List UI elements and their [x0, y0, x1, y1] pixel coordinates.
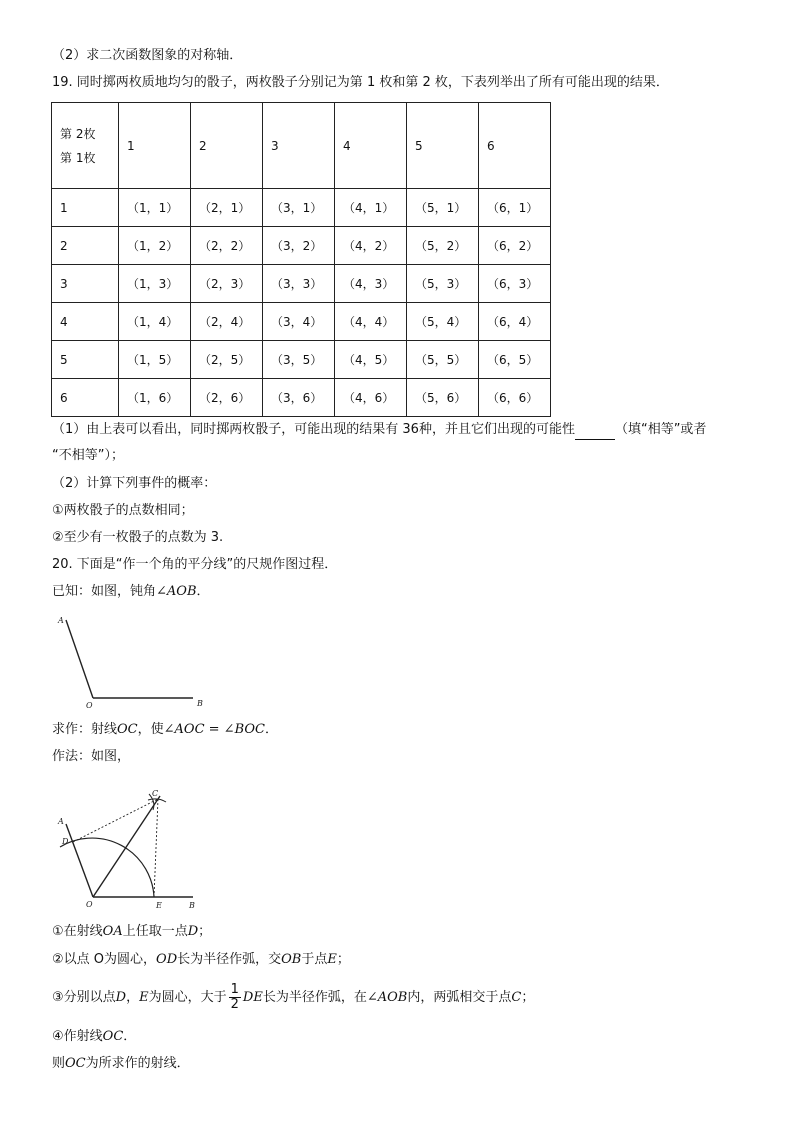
- q19-part1-line2: “不相等”）；: [52, 448, 124, 463]
- conclusion-text: 则: [52, 1056, 66, 1071]
- step3-segment: DE: [242, 990, 263, 1005]
- fraction-one-half: [229, 983, 241, 1012]
- fig1-label-a: A: [58, 616, 64, 625]
- fig1-label-b: B: [197, 699, 203, 708]
- table-cell: （1，4）: [119, 303, 191, 341]
- q19-stem: 19. 同时掷两枚质地均匀的骰子，两枚骰子分别记为第 1 枚和第 2 枚，下表列举出了所有可能出现的结果．: [52, 75, 669, 90]
- table-cell: （4，3）: [335, 265, 407, 303]
- dotted-dc: [73, 799, 158, 842]
- fig1-label-o: O: [86, 701, 93, 710]
- step3-text: ，: [126, 990, 140, 1005]
- q20-step3: [52, 982, 534, 1014]
- table-cell: （4，2）: [335, 227, 407, 265]
- step3-angle: ∠AOB: [366, 990, 408, 1005]
- table-cell: （4，5）: [335, 341, 407, 379]
- obtuse-angle-figure: [50, 612, 220, 712]
- step3-text: 内，两弧相交于点: [407, 990, 512, 1005]
- step2-text: ②以点 O为圆心，: [52, 952, 157, 967]
- step4-ray: OC: [102, 1029, 124, 1044]
- table-row: [52, 341, 551, 379]
- table-row: [52, 265, 551, 303]
- table-cell: （3，6）: [263, 379, 335, 417]
- dice-outcome-table: [51, 102, 551, 417]
- table-cell: （4，1）: [335, 189, 407, 227]
- q19-part2: （2）计算下列事件的概率：: [52, 476, 217, 491]
- req-prefix: 求作：射线: [52, 722, 118, 737]
- given-angle: ∠AOB: [156, 584, 197, 599]
- table-header-row: [52, 103, 551, 189]
- step2-text: 长为半径作弧，交: [177, 952, 282, 967]
- step1-ray: OA: [102, 924, 123, 939]
- table-cell: （2，1）: [191, 189, 263, 227]
- row-label: 1: [52, 189, 119, 227]
- table-cell: （5，5）: [407, 341, 479, 379]
- conclusion-text: 为所求作的射线．: [85, 1056, 190, 1071]
- ray-oa: [66, 824, 93, 897]
- ray-oa: [66, 620, 93, 698]
- table-cell: （3，5）: [263, 341, 335, 379]
- table-row: [52, 303, 551, 341]
- q19-part1-text: （1）由上表可以看出，同时掷两枚骰子，可能出现的结果有 36种，并且它们出现的可能性: [52, 422, 575, 437]
- step1-point: D: [187, 924, 199, 939]
- step3-text: ③分别以点: [52, 990, 116, 1005]
- corner-bottom-label: 第 1枚: [60, 150, 96, 165]
- q20-method: 作法：如图，: [52, 749, 131, 764]
- corner-top-label: 第 2枚: [60, 126, 96, 141]
- table-cell: （5，1）: [407, 189, 479, 227]
- step1-text: 上任取一点: [122, 924, 188, 939]
- table-cell: （6，1）: [479, 189, 551, 227]
- table-cell: （1，5）: [119, 341, 191, 379]
- req-suffix: ．: [264, 722, 278, 737]
- table-cell: （6，4）: [479, 303, 551, 341]
- answer-blank: [575, 425, 615, 440]
- table-cell: （6，3）: [479, 265, 551, 303]
- table-row: [52, 379, 551, 417]
- q20-given: [52, 582, 210, 602]
- q19-part1-line1: [52, 420, 706, 440]
- table-cell: （6，2）: [479, 227, 551, 265]
- fig2-label-a: A: [58, 817, 64, 826]
- table-cell: （2，4）: [191, 303, 263, 341]
- table-cell: （4，4）: [335, 303, 407, 341]
- table-cell: （5，3）: [407, 265, 479, 303]
- table-row: [52, 189, 551, 227]
- req-mid: ，使: [137, 722, 164, 737]
- given-prefix: 已知：如图，钝角: [52, 584, 157, 599]
- col-header: 4: [335, 103, 407, 189]
- step3-point-e: E: [139, 990, 149, 1005]
- q19-part1-hint: （填“相等”或者: [614, 422, 707, 437]
- q19-event2: ②至少有一枚骰子的点数为 3.: [52, 530, 224, 545]
- table-cell: （1，2）: [119, 227, 191, 265]
- row-label: 2: [52, 227, 119, 265]
- table-cell: （4，6）: [335, 379, 407, 417]
- table-cell: （2，3）: [191, 265, 263, 303]
- dotted-ec: [154, 799, 158, 897]
- ray-oc: [93, 796, 160, 897]
- table-cell: （2，2）: [191, 227, 263, 265]
- conclusion-ray: OC: [65, 1056, 86, 1071]
- col-header: 5: [407, 103, 479, 189]
- step3-text: ；: [521, 990, 535, 1005]
- table-corner-cell: [52, 103, 119, 189]
- fraction-denominator: 2: [230, 997, 239, 1012]
- table-cell: （6，6）: [479, 379, 551, 417]
- table-cell: （5，4）: [407, 303, 479, 341]
- step2-text: ；: [336, 952, 350, 967]
- col-header: 3: [263, 103, 335, 189]
- row-label: 5: [52, 341, 119, 379]
- bisector-construction-figure: [50, 780, 220, 915]
- table-cell: （2，5）: [191, 341, 263, 379]
- q20-step2: [52, 950, 350, 970]
- step2-ray: OB: [281, 952, 302, 967]
- step3-point-c: C: [511, 990, 522, 1005]
- table-cell: （1，6）: [119, 379, 191, 417]
- step2-text: 于点: [301, 952, 328, 967]
- table-cell: （1，3）: [119, 265, 191, 303]
- step3-text: 长为半径作弧，在: [262, 990, 367, 1005]
- given-suffix: ．: [196, 584, 210, 599]
- row-label: 4: [52, 303, 119, 341]
- q20-step1: [52, 922, 211, 942]
- q18-part2: （2）求二次函数图象的对称轴．: [52, 48, 243, 63]
- fig2-label-d: D: [62, 837, 69, 846]
- table-cell: （3，1）: [263, 189, 335, 227]
- fig2-label-e: E: [156, 901, 162, 910]
- q20-stem: 20. 下面是“作一个角的平分线”的尺规作图过程．: [52, 557, 338, 572]
- fraction-numerator: 1: [230, 982, 239, 997]
- table-cell: （5，6）: [407, 379, 479, 417]
- q20-step4: [52, 1027, 136, 1047]
- q19-event1: ①两枚骰子的点数相同；: [52, 503, 194, 518]
- row-label: 3: [52, 265, 119, 303]
- fig2-label-o: O: [86, 900, 93, 909]
- table-cell: （3，4）: [263, 303, 335, 341]
- step2-radius: OD: [156, 952, 178, 967]
- step4-text: ．: [123, 1029, 137, 1044]
- table-cell: （3，3）: [263, 265, 335, 303]
- step2-point: E: [327, 952, 337, 967]
- step4-text: ④作射线: [52, 1029, 103, 1044]
- table-cell: （6，5）: [479, 341, 551, 379]
- col-header: 1: [119, 103, 191, 189]
- step3-text: 为圆心，大于: [148, 990, 227, 1005]
- col-header: 6: [479, 103, 551, 189]
- table-row: [52, 227, 551, 265]
- step3-point-d: D: [115, 990, 127, 1005]
- table-cell: （2，6）: [191, 379, 263, 417]
- req-equation: ∠AOC = ∠BOC: [163, 722, 265, 737]
- col-header: 2: [191, 103, 263, 189]
- fig2-label-c: C: [152, 789, 159, 798]
- q20-conclusion: [52, 1054, 190, 1074]
- step1-text: ①在射线: [52, 924, 103, 939]
- q20-requirement: [52, 720, 278, 740]
- table-cell: （3，2）: [263, 227, 335, 265]
- step1-text: ；: [198, 924, 212, 939]
- table-cell: （1，1）: [119, 189, 191, 227]
- table-cell: （5，2）: [407, 227, 479, 265]
- fig2-label-b: B: [189, 901, 195, 910]
- row-label: 6: [52, 379, 119, 417]
- req-ray: OC: [117, 722, 138, 737]
